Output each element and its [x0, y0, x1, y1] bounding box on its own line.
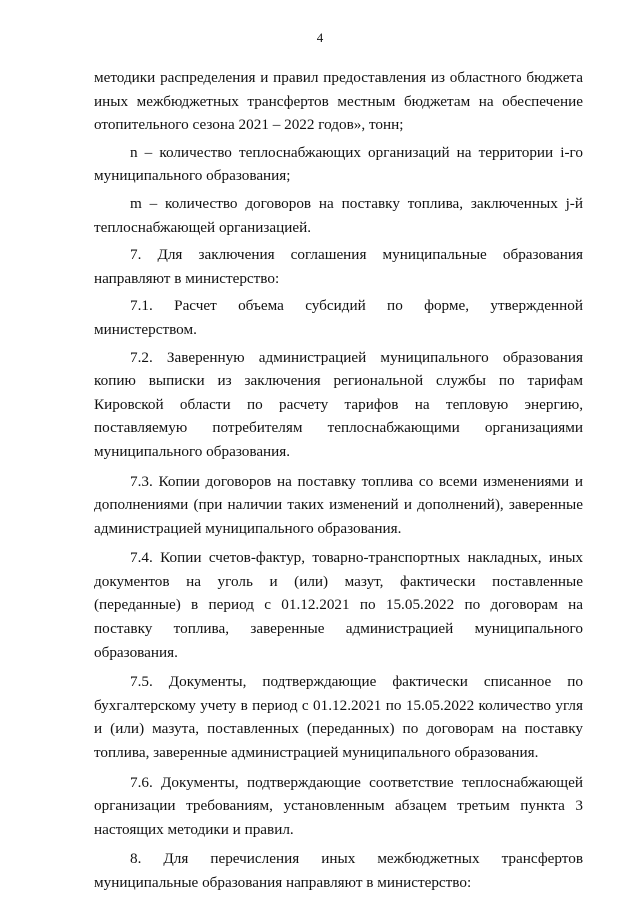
paragraph-item-7-5: 7.5. Документы, подтверждающие фактически списанное по бухгалтерскому учету в период с 01.12.2021 по 15.05.2022 количество угля и (или) мазута, поставленных (переданных) по договорам на поставку топлива, заверенные администрацией муниципального образования. [94, 673, 583, 762]
paragraph-item-7-6: 7.6. Документы, подтверждающие соответствие теплоснабжающей организации требованиям, установленным абзацем третьим пункта 3 настоящих методики и правил. [94, 773, 583, 838]
document-body [94, 66, 583, 895]
paragraph-item-7-1: 7.1. Расчет объема субсидий по форме, утвержденной министерством. [94, 297, 583, 338]
page-number: 4 [316, 30, 324, 45]
paragraph-m-definition: m – количество договоров на поставку топлива, заключенных j-й теплоснабжающей организацией. [94, 194, 583, 236]
paragraph-item-7-2: 7.2. Заверенную администрацией муниципального образования копию выписки из заключения региональной службы по тарифам Кировской области по расчету тарифов на тепловую энергию, поставляемую потребителям теплоснабжающими организациями муниципального образования. [94, 348, 583, 460]
paragraph-item-7-3: 7.3. Копии договоров на поставку топлива со всеми изменениями и дополнениями (при наличии таких изменений и дополнений), заверенные администрацией муниципального образования. [94, 472, 583, 537]
paragraph-continuation: методики распределения и правил предоставления из областного бюджета иных межбюджетных трансфертов местным бюджетам на обеспечение отопительного сезона 2021 – 2022 годов», тонн; [94, 69, 583, 134]
paragraph-item-7: 7. Для заключения соглашения муниципальные образования направляют в министерство: [94, 246, 583, 287]
paragraph-item-7-4: 7.4. Копии счетов-фактур, товарно-транспортных накладных, иных документов на уголь и (или) мазут, фактически поставленные (переданные) в период с 01.12.2021 по 15.05.2022 по договорам на поставку топлива, заверенные администрацией муниципального образования. [94, 549, 583, 661]
paragraph-item-8: 8. Для перечисления иных межбюджетных трансфертов муниципальные образования направляют в министерство: [94, 850, 583, 891]
paragraph-n-definition: n – количество теплоснабжающих организаций на территории i-го муниципального образования; [94, 143, 583, 185]
